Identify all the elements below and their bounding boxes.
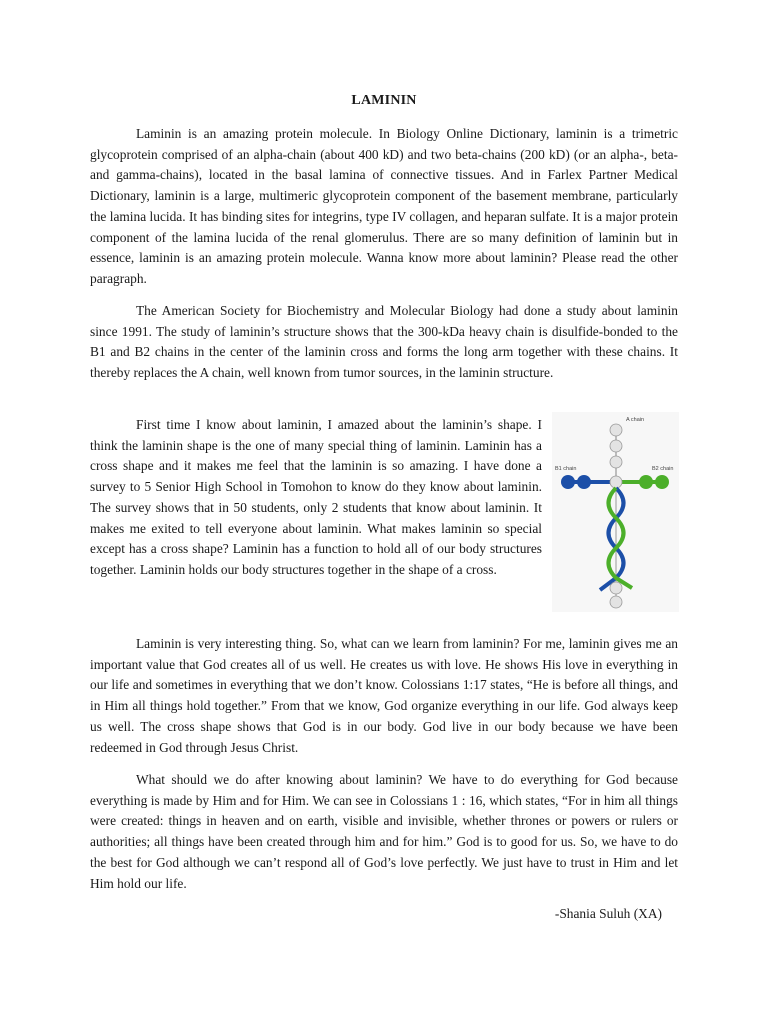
a-chain-bead-2 xyxy=(610,440,622,452)
paragraph-1: Laminin is an amazing protein molecule. In Biology Online Dictionary, laminin is a trimetric glycoprotein comprised of an alpha-chain (about 400 kD) and two beta-chains (200 kD) (or an alpha-, beta- and gamma-chains), located in the basal lamina of connective tissues. And in Farlex Partner Medical Dictionary, laminin is a large, multimeric glycoprotein component of the basement membrane, particularly the lamina lucida. It has binding sites for integrins, type IV collagen, and heparan sulfate. It is a major protein component of the lamina lucida of the renal glomerulus. There are so many definition of laminin but in essence, laminin is an amazing protein molecule. Wanna know more about laminin? Please read the other paragraph. xyxy=(90,126,678,286)
center-bead xyxy=(610,476,622,488)
b1-chain-bead-2 xyxy=(577,475,591,489)
paragraph-3: First time I know about laminin, I amazed about the laminin’s shape. I think the laminin shape is the one of many special thing of laminin. Laminin has a cross shape and it makes me feel that the laminin is so amazing. I have done a survey to 5 Senior High School in Tomohon to know do they know about laminin. The survey shows that in 50 students, only 2 students that know about laminin. It makes me exited to tell everyone about laminin. What makes laminin so special except has a cross shape? Laminin has a function to hold all of our body structures together. Laminin holds our body structures together in the shape of a cross. xyxy=(90,417,542,577)
a-chain-bead-3 xyxy=(610,456,622,468)
a-chain-bead-1 xyxy=(610,424,622,436)
b2-chain-bead-2 xyxy=(655,475,669,489)
a-chain-label: A chain xyxy=(626,417,645,423)
long-arm-bead-1 xyxy=(610,582,622,594)
long-arm-bead-2 xyxy=(610,596,622,608)
laminin-structure-figure xyxy=(552,412,679,612)
b1-chain-bead-1 xyxy=(561,475,575,489)
paragraph-5: What should we do after knowing about laminin? We have to do everything for God because everything is made by Him and for Him. We can see in Colossians 1 : 16, which states, “For in him all things were created: things in heaven and on earth, visible and invisible, whether thrones or powers or rulers or authorities; all things have been created through him and for him.” God is to good for us. So, we have to do the best for God although we can’t respond all of God’s love perfectly. We just have to trust in Him and let Him hold our life. xyxy=(90,772,678,891)
b2-chain-label: B2 chain xyxy=(652,466,674,472)
laminin-diagram xyxy=(552,412,679,612)
paragraph-4: Laminin is very interesting thing. So, what can we learn from laminin? For me, laminin gives me an important value that God creates all of us well. He creates us with love. He shows His love in everything in our life and sometimes in everything that we don’t know. Colossians 1:17 states, “He is before all things, and in Him all things hold together.” From that we know, God organize everything in our life. God always keep us well. The cross shape shows that God is in our body. God live in our body because we have been redeemed in God through Jesus Christ. xyxy=(90,636,678,755)
document-title: LAMININ xyxy=(351,93,417,108)
b1-chain-label: B1 chain xyxy=(555,466,577,472)
b2-chain-bead-1 xyxy=(639,475,653,489)
paragraph-2: The American Society for Biochemistry and Molecular Biology had done a study about laminin since 1991. The study of laminin’s structure shows that the 300-kDa heavy chain is disulfide-bonded to the B1 and B2 chains in the center of the laminin cross and forms the long arm together with these chains. It thereby replaces the A chain, well known from tumor sources, in the laminin structure. xyxy=(90,303,678,381)
author-signature: -Shania Suluh (XA) xyxy=(554,906,662,921)
